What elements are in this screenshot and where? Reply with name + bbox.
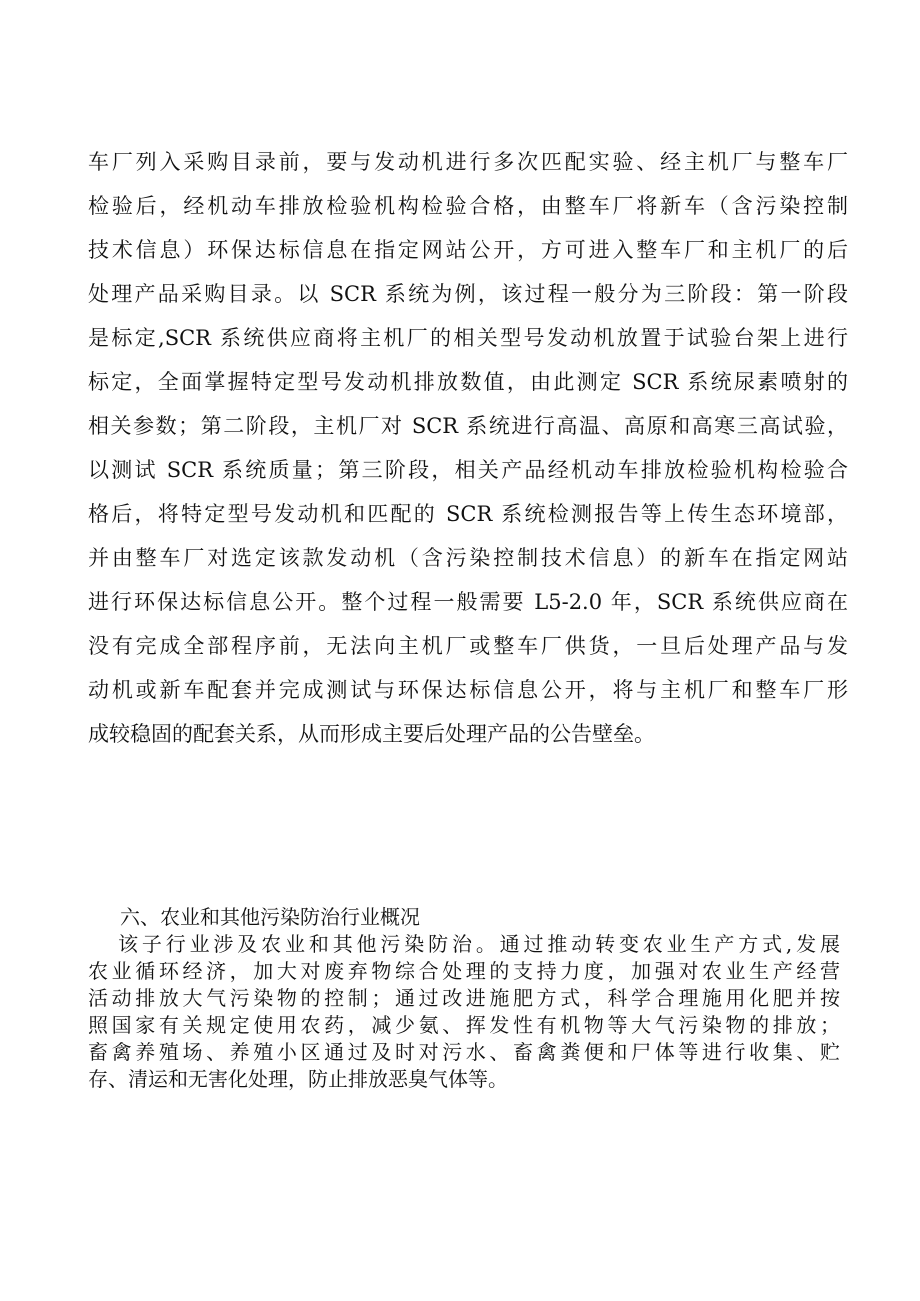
body-paragraph-agriculture: [88, 931, 840, 1093]
paragraph-line: 存、清运和无害化处理，防止排放恶臭气体等。: [88, 1067, 508, 1091]
paragraph-line: 检验后，经机动车排放检验机构检验合格，由整车厂将新车（含污染控制: [88, 194, 848, 218]
paragraph-line: 标定，全面掌握特定型号发动机排放数值，由此测定 SCR 系统尿素喷射的: [88, 370, 848, 394]
paragraph-line: 格后，将特定型号发动机和匹配的 SCR 系统检测报告等上传生态环境部，: [88, 502, 848, 526]
paragraph-line: 以测试 SCR 系统质量；第三阶段，相关产品经机动车排放检验机构检验合: [88, 458, 848, 482]
paragraph-line: 并由整车厂对选定该款发动机（含污染控制技术信息）的新车在指定网站: [88, 546, 848, 570]
paragraph-line: 进行环保达标信息公开。整个过程一般需要 L5-2.0 年，SCR 系统供应商在: [88, 590, 848, 614]
paragraph-line: 该子行业涉及农业和其他污染防治。通过推动转变农业生产方式,发展: [118, 932, 840, 956]
paragraph-line: 车厂列入采购目录前，要与发动机进行多次匹配实验、经主机厂与整车厂: [88, 150, 848, 174]
paragraph-line: 成较稳固的配套关系，从而形成主要后处理产品的公告壁垒。: [88, 722, 655, 746]
paragraph-line: 活动排放大气污染物的控制；通过改进施肥方式，科学合理施用化肥并按: [88, 986, 840, 1010]
paragraph-line: 畜禽养殖场、养殖小区通过及时对污水、畜禽粪便和尸体等进行收集、贮: [88, 1040, 840, 1064]
paragraph-line: 没有完成全部程序前，无法向主机厂或整车厂供货，一旦后处理产品与发: [88, 634, 848, 658]
paragraph-line: 相关参数；第二阶段，主机厂对 SCR 系统进行高温、高原和高寒三高试验，: [88, 414, 848, 438]
paragraph-line: 动机或新车配套并完成测试与环保达标信息公开，将与主机厂和整车厂形: [88, 678, 848, 702]
paragraph-line: 技术信息）环保达标信息在指定网站公开，方可进入整车厂和主机厂的后: [88, 238, 848, 262]
paragraph-line: 照国家有关规定使用农药，减少氨、挥发性有机物等大气污染物的排放；: [88, 1013, 840, 1037]
body-paragraph-scr-process: [88, 140, 848, 756]
section-heading: 六、农业和其他污染防治行业概况: [120, 905, 420, 929]
paragraph-line: 是标定,SCR 系统供应商将主机厂的相关型号发动机放置于试验台架上进行: [88, 326, 848, 350]
paragraph-line: 处理产品采购目录。以 SCR 系统为例，该过程一般分为三阶段：第一阶段: [88, 282, 848, 306]
paragraph-line: 农业循环经济，加大对废弃物综合处理的支持力度，加强对农业生产经营: [88, 959, 840, 983]
